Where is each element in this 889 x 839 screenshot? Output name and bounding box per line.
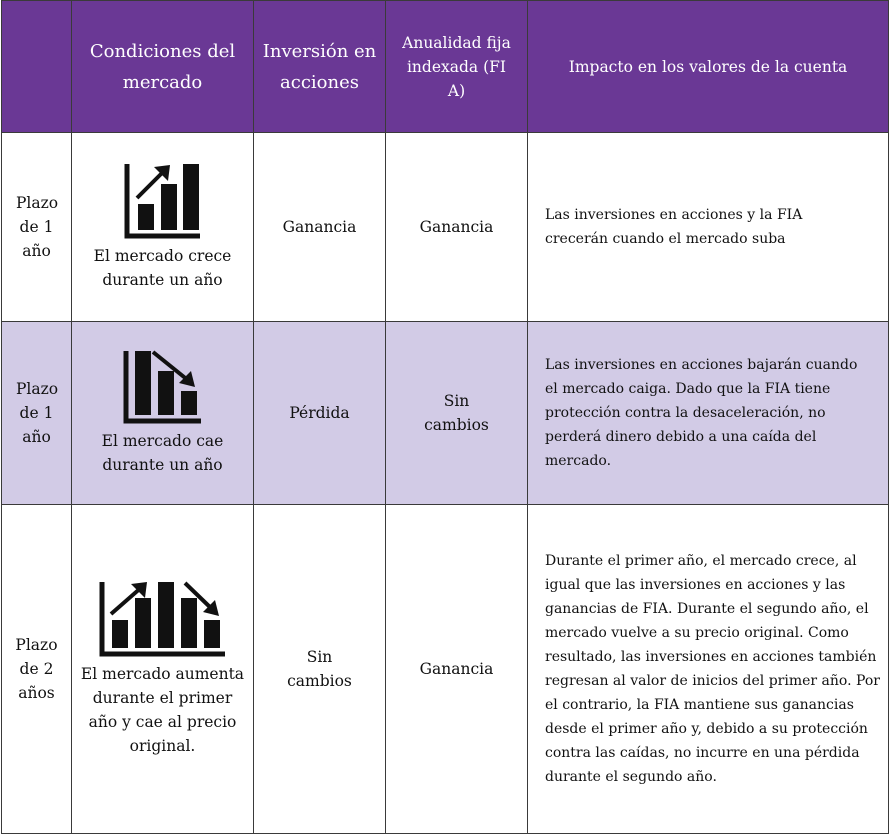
fia-result-cell bbox=[386, 133, 528, 322]
bar-chart-rising-icon bbox=[124, 162, 202, 242]
condition-cell bbox=[72, 133, 254, 322]
header-fia: Anualidad fija indexada (FIA) bbox=[386, 1, 528, 133]
impact-text: Durante el primer año, el mercado crece, al igual que las inversiones en acciones y las ganancias de FIA. Durante el segundo año, el mercado vuelve a su precio original. Como resultado, las inversiones en acciones también regresan al valor de inicios del primer año. Por el contrario, la FIA mantiene sus ganancias desde el primer año y, debido a su protección contra las caídas, no incurre en una pérdida durante el segundo año. bbox=[545, 553, 880, 785]
term-cell bbox=[2, 505, 72, 834]
market-comparison-table bbox=[1, 0, 889, 834]
stock-result: Sin cambios bbox=[287, 648, 352, 690]
stock-result-cell bbox=[254, 133, 386, 322]
term-cell bbox=[2, 322, 72, 505]
stock-result-cell bbox=[254, 505, 386, 834]
stock-result: Ganancia bbox=[282, 218, 357, 236]
impact-cell bbox=[528, 505, 889, 834]
fia-result-cell bbox=[386, 505, 528, 834]
impact-cell bbox=[528, 133, 889, 322]
fia-result-cell bbox=[386, 322, 528, 505]
condition-label: El mercado cae durante un año bbox=[101, 432, 224, 474]
condition-cell bbox=[72, 322, 254, 505]
term-label: Plazo de 1 año bbox=[16, 380, 59, 446]
table-row bbox=[2, 505, 889, 834]
condition-label: El mercado crece durante un año bbox=[93, 247, 232, 289]
header-market-conditions: Condiciones del mercado bbox=[72, 1, 254, 133]
impact-text: Las inversiones en acciones bajarán cuando el mercado caiga. Dado que la FIA tiene protección contra la desaceleración, no perderá dinero debido a una caída del mercado. bbox=[545, 357, 858, 469]
header-account-impact: Impacto en los valores de la cuenta bbox=[528, 1, 889, 133]
stock-result: Pérdida bbox=[289, 404, 350, 422]
table-row bbox=[2, 322, 889, 505]
term-cell bbox=[2, 133, 72, 322]
fia-result: Ganancia bbox=[419, 218, 494, 236]
condition-label: El mercado aumenta durante el primer año y cae al precio original. bbox=[80, 665, 245, 755]
term-label: Plazo de 2 años bbox=[15, 636, 58, 702]
bar-chart-falling-icon bbox=[123, 349, 203, 427]
bar-chart-rise-fall-icon bbox=[99, 580, 227, 660]
impact-text: Las inversiones en acciones y la FIA crecerán cuando el mercado suba bbox=[545, 207, 803, 247]
impact-cell bbox=[528, 322, 889, 505]
table-row bbox=[2, 133, 889, 322]
stock-result-cell bbox=[254, 322, 386, 505]
condition-cell bbox=[72, 505, 254, 834]
header-stock-investment: Inversión en acciones bbox=[254, 1, 386, 133]
fia-result: Ganancia bbox=[419, 660, 494, 678]
term-label: Plazo de 1 año bbox=[16, 194, 59, 260]
header-row bbox=[2, 1, 889, 133]
header-empty-cell bbox=[2, 1, 72, 133]
fia-result: Sin cambios bbox=[424, 392, 489, 434]
